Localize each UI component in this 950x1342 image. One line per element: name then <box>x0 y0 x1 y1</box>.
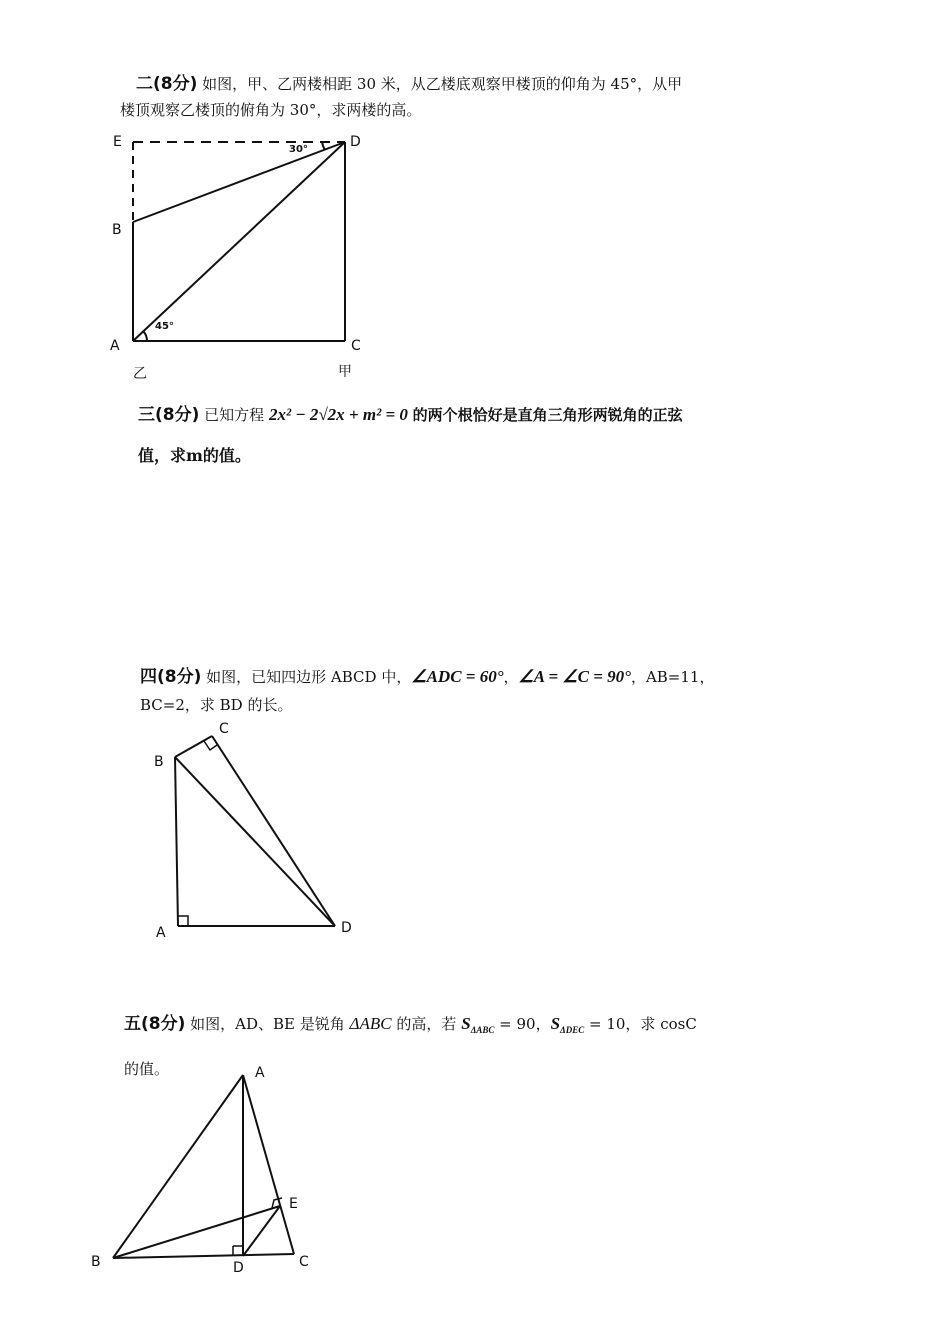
q2-segment-BD <box>133 142 345 222</box>
q5-area1: S <box>461 1014 471 1033</box>
q5-text-post: ，求 cosC <box>625 1015 697 1033</box>
q5-area1-val: = 90 <box>499 1015 536 1033</box>
q5-figure <box>113 1075 294 1258</box>
q5-label-D: D <box>233 1260 244 1276</box>
q4-segment-BD <box>175 757 335 926</box>
q2-angle-arc-45 <box>143 331 147 341</box>
q3-equation: 2x² − 2√2x + m² = 0 <box>268 405 408 424</box>
q2-label-yi: 乙 <box>133 366 147 382</box>
q3-text-post: 的两个根恰好是直角三角形两锐角的正弦 <box>412 406 683 424</box>
q2-segment-AD <box>133 142 345 341</box>
q4-label-D: D <box>341 920 352 936</box>
q5-segment-AC <box>243 1075 294 1254</box>
q5-comma: ， <box>535 1015 551 1033</box>
q4-score: (8分) <box>157 667 202 687</box>
q4-text-post: ，AB=11， <box>630 668 715 686</box>
q5-score: (8分) <box>141 1014 186 1034</box>
q4-label-B: B <box>154 754 164 770</box>
q5-number: 五 <box>124 1014 141 1034</box>
q4-text-pre: 如图，已知四边形 ABCD 中， <box>206 668 412 686</box>
q4-cond1: ∠ADC = 60° <box>411 667 504 686</box>
q5-text-pre: 如图，AD、BE 是锐角 <box>190 1015 345 1033</box>
q5-area1-sub: ΔABC <box>470 1025 495 1035</box>
q4-segment-BC <box>175 736 212 757</box>
q4-cond2: ∠A = ∠C = 90° <box>518 667 631 686</box>
q2-angle-label-30: 30° <box>289 144 308 155</box>
q2-label-B: B <box>112 222 122 238</box>
q5-label-C: C <box>299 1254 309 1270</box>
q5-text-mid: 的高，若 <box>396 1015 457 1033</box>
q3-text-line2: 值，求m的值。 <box>138 446 251 465</box>
q5-text-line2: 的值。 <box>124 1060 170 1078</box>
q4-text-line2: BC=2，求 BD 的长。 <box>140 696 293 714</box>
q4-sep: ， <box>503 668 519 686</box>
q4-figure <box>175 736 335 926</box>
q5-segment-BC <box>113 1254 294 1258</box>
q4-segment-CD <box>212 736 335 926</box>
q4-segment-BA <box>175 757 178 926</box>
q5-triangle: ΔABC <box>349 1014 392 1033</box>
q3-text-pre: 已知方程 <box>204 406 265 424</box>
q5-segment-DE <box>243 1206 280 1256</box>
q5-segment-BA <box>113 1075 243 1258</box>
q4-label-C: C <box>219 721 229 737</box>
q2-text-line1: 如图，甲、乙两楼相距 30 米，从乙楼底观察甲楼顶的仰角为 45°，从甲 <box>202 75 683 93</box>
q5-label-B: B <box>91 1254 101 1270</box>
q4-number: 四 <box>140 667 157 687</box>
q2-number: 二 <box>136 74 153 94</box>
q5-label-E: E <box>289 1196 298 1212</box>
q2-score: (8分) <box>153 74 198 94</box>
q3-score: (8分) <box>155 405 200 425</box>
q5-area2-sub: ΔDEC <box>560 1025 585 1035</box>
q2-label-jia: 甲 <box>338 364 352 380</box>
q5-area2-val: = 10 <box>588 1015 626 1033</box>
q2-label-C: C <box>351 338 361 354</box>
q5-label-A: A <box>255 1065 265 1081</box>
q2-angle-arc-30 <box>322 142 325 150</box>
q5-segment-BE <box>113 1206 280 1258</box>
q2-label-E: E <box>113 134 122 150</box>
q5-area2: S <box>550 1014 561 1033</box>
q2-text-line2: 楼顶观察乙楼顶的俯角为 30°，求两楼的高。 <box>120 101 422 119</box>
q4-label-A: A <box>156 925 166 941</box>
q2-label-D: D <box>350 134 361 150</box>
q2-angle-label-45: 45° <box>155 321 174 332</box>
q2-figure <box>133 142 345 341</box>
q3-number: 三 <box>138 405 155 425</box>
q4-right-angle-A <box>178 916 188 926</box>
q2-label-A: A <box>110 338 120 354</box>
